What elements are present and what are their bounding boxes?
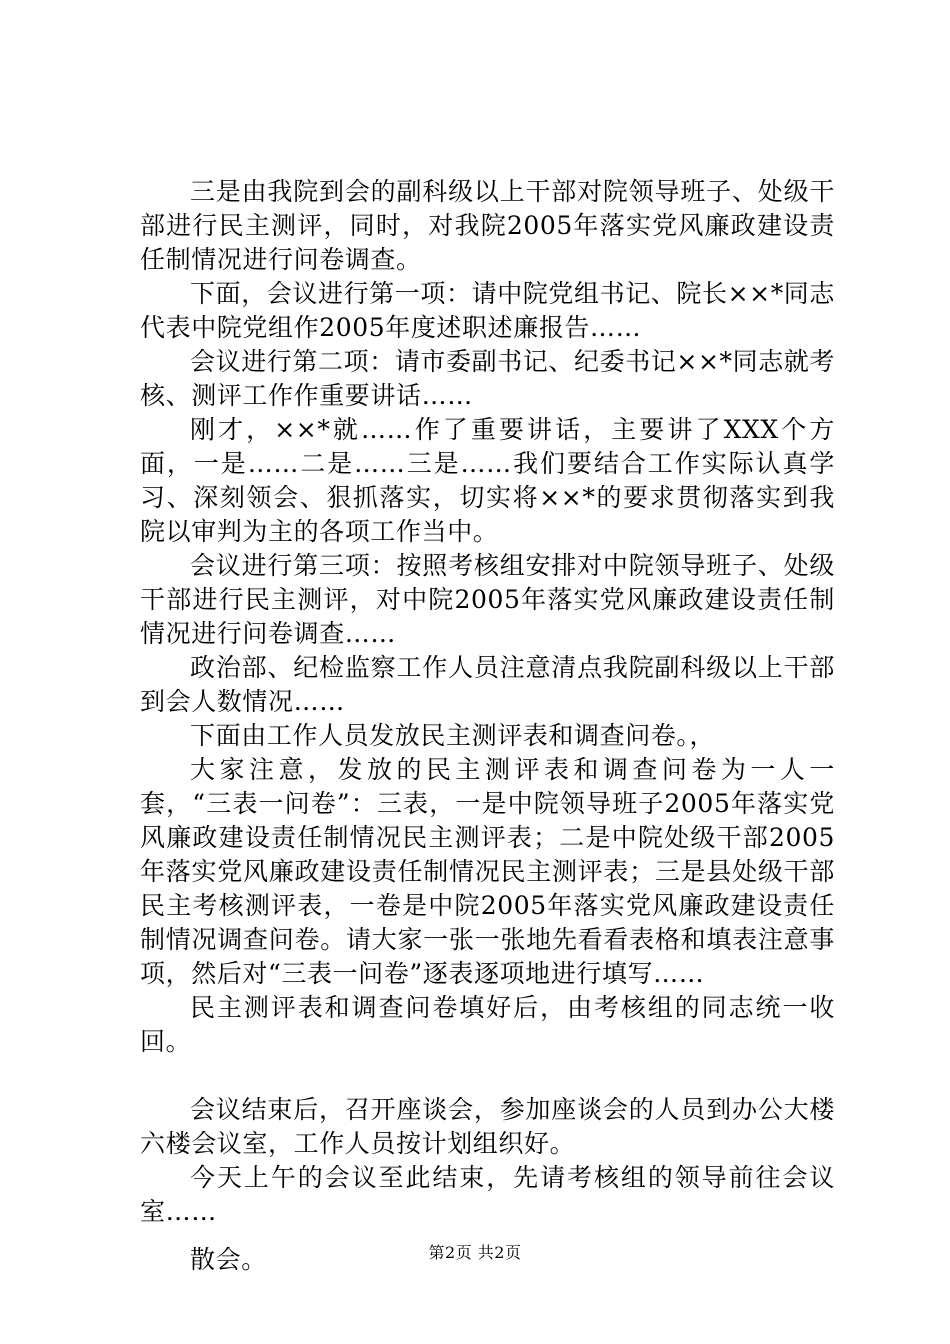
paragraph-1: 三是由我院到会的副科级以上干部对院领导班子、处级干部进行民主测评，同时，对我院2005年落实党风廉政建设责任制情况进行问卷调查。 <box>140 177 835 274</box>
paragraph-6: 政治部、纪检监察工作人员注意清点我院副科级以上干部到会人数情况…… <box>140 653 835 716</box>
paragraph-4: 刚才，××*就……作了重要讲话，主要讲了XXX个方面，一是……二是……三是……我们要结合工作实际认真学习、深刻领会、狠抓落实，切实将××*的要求贯彻落实到我院以审判为主的各项工作当中。 <box>140 415 835 546</box>
paragraph-2: 下面，会议进行第一项：请中院党组书记、院长××*同志代表中院党组作2005年度述职述廉报告…… <box>140 279 835 342</box>
paragraph-9: 民主测评表和调查问卷填好后，由考核组的同志统一收回。 <box>140 993 835 1056</box>
paragraph-7: 下面由工作人员发放民主测评表和调查问卷。， <box>190 721 716 750</box>
paragraph-3: 会议进行第二项：请市委副书记、纪委书记××*同志就考核、测评工作作重要讲话…… <box>140 347 835 410</box>
paragraph-12: 散会。 <box>190 1245 267 1274</box>
paragraph-11: 今天上午的会议至此结束，先请考核组的领导前往会议室…… <box>140 1163 835 1226</box>
paragraph-10: 会议结束后，召开座谈会，参加座谈会的人员到办公大楼六楼会议室，工作人员按计划组织好。 <box>140 1095 835 1158</box>
document-body <box>140 175 835 1277</box>
blank-line <box>140 1059 835 1093</box>
page-footer: 第2页 共2页 <box>428 1243 522 1262</box>
paragraph-8: 大家注意，发放的民主测评表和调查问卷为一人一套，“三表一问卷”：三表，一是中院领导班子2005年落实党风廉政建设责任制情况民主测评表；二是中院处级干部2005年落实党风廉政建设责任制情况民主测评表；三是县处级干部民主考核测评表，一卷是中院2005年落实党风廉政建设责任制情况调查问卷。请大家一张一张地先看看表格和填表注意事项，然后对“三表一问卷”逐表逐项地进行填写…… <box>140 755 835 988</box>
blank-gap <box>140 1229 835 1243</box>
paragraph-5: 会议进行第三项：按照考核组安排对中院领导班子、处级干部进行民主测评，对中院2005年落实党风廉政建设责任制情况进行问卷调查…… <box>140 551 835 648</box>
